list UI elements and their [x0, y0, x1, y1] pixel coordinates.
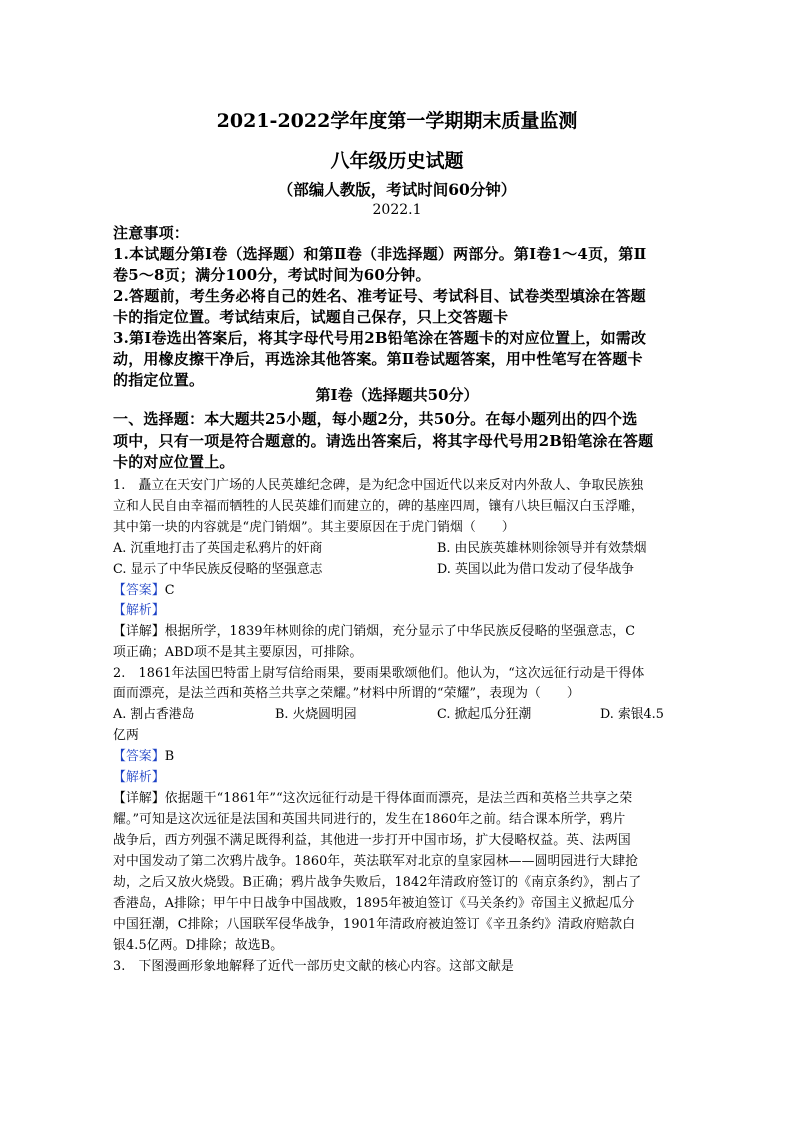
question-2-detail	[113, 787, 632, 806]
question-1-detail: 项正确；ABD项不是其主要原因，可排除。	[113, 645, 363, 660]
question-2-option-c: C. 掀起瓜分狂潮	[437, 707, 532, 722]
detail-tag: 【详解】	[113, 791, 165, 806]
answer-value: B	[164, 749, 175, 764]
notice-line: 的指定位置。	[113, 371, 205, 389]
notice-line: 1.本试题分第Ⅰ卷（选择题）和第Ⅱ卷（非选择题）两部分。第Ⅰ卷1～4页，第Ⅱ	[113, 245, 647, 263]
question-2-option-b: B. 火烧圆明园	[275, 707, 357, 722]
question-1-detail	[113, 620, 635, 639]
detail-tag: 【详解】	[113, 624, 165, 639]
detail-text: 依据题干“1861年”“这次远征行动是干得体面而漂亮，是法兰西和英格兰共享之荣	[164, 791, 633, 806]
notice-line: 2.答题前，考生务必将自己的姓名、准考证号、考试科目、试卷类型填涂在答题	[113, 287, 646, 305]
notice-line: 3.第Ⅰ卷选出答案后，将其字母代号用2B铅笔涂在答题卡的对应位置上，如需改	[113, 329, 647, 347]
section-title: 第Ⅰ卷（选择题共50分）	[315, 386, 479, 404]
question-2-answer	[113, 745, 174, 764]
notice-line: 卡的指定位置。考试结束后，试题自己保存，只上交答题卡	[113, 308, 509, 326]
answer-tag: 【答案】	[113, 583, 165, 598]
question-2-option-d-wrap: 亿两	[113, 728, 139, 743]
question-1-option-b: B. 由民族英雄林则徐领导并有效禁烟	[437, 541, 647, 556]
question-2-detail: 对中国发动了第二次鸦片战争。1860年，英法联军对北京的皇家园林——圆明园进行大肆抢	[113, 854, 639, 869]
question-2-detail: 银4.5亿两。D排除；故选B。	[113, 938, 284, 953]
question-2-stem: 2. 1861年法国巴特雷上尉写信给雨果，要雨果歌颂他们。他认为，“这次远征行动是干得体	[113, 666, 645, 681]
question-1-answer	[113, 579, 175, 598]
question-1-option-d: D. 英国以此为借口发动了侵华战争	[437, 562, 635, 577]
question-1-analysis-tag: 【解析】	[113, 603, 165, 618]
notice-heading: 注意事项：	[113, 224, 190, 242]
exam-subtitle: 八年级历史试题	[330, 150, 464, 172]
section-instruction: 卡的对应位置上。	[113, 453, 235, 471]
question-2-detail: 战争后，西方列强不满足既得利益，其他进一步打开中国市场，扩大侵略权益。英、法两国	[113, 833, 631, 848]
question-2-stem: 面而漂亮，是法兰西和英格兰共享之荣耀。”材料中所谓的“荣耀”，表现为（ ）	[113, 686, 580, 701]
question-1-option-c: C. 显示了中华民族反侵略的坚强意志	[113, 562, 323, 577]
answer-tag: 【答案】	[113, 749, 165, 764]
section-instruction: 项中，只有一项是符合题意的。请选出答案后，将其字母代号用2B铅笔涂在答题	[113, 432, 654, 450]
section-instruction: 一、选择题：本大题共25小题，每小题2分，共50分。在每小题列出的四个选	[113, 410, 638, 428]
exam-title: 2021-2022学年度第一学期期末质量监测	[216, 110, 578, 132]
question-1-stem: 1. 矗立在天安门广场的人民英雄纪念碑，是为纪念中国近代以来反对内外敌人、争取民族独	[113, 478, 644, 493]
exam-date: 2022.1	[372, 202, 422, 218]
question-2-detail: 劫，之后又放火烧毁。B正确；鸦片战争失败后，1842年清政府签订的《南京条约》，割占了	[113, 875, 642, 890]
question-2-option-d: D. 索银4.5	[600, 707, 664, 722]
question-2-option-a: A. 割占香港岛	[113, 707, 195, 722]
notice-line: 卷5～8页；满分100分，考试时间为60分钟。	[113, 266, 431, 284]
answer-value: C	[164, 583, 175, 598]
question-1-option-a: A. 沉重地打击了英国走私鸦片的奸商	[113, 541, 323, 556]
question-2-analysis-tag: 【解析】	[113, 770, 165, 785]
question-2-detail: 香港岛，A排除；甲午中日战争中国战败，1895年被迫签订《马关条约》帝国主义掀起瓜分	[113, 896, 635, 911]
question-3-stem: 3. 下图漫画形象地解释了近代一部历史文献的核心内容。这部文献是	[113, 959, 514, 974]
detail-text: 根据所学，1839年林则徐的虎门销烟，充分显示了中华民族反侵略的坚强意志，C	[164, 624, 636, 639]
question-2-detail: 中国狂潮，C排除；八国联军侵华战争，1901年清政府被迫签订《辛丑条约》清政府赔款白	[113, 917, 636, 932]
question-2-detail: 耀。”可知是这次远征是法国和英国共同进行的，发生在1860年之前。结合课本所学，鸦片	[113, 812, 626, 827]
question-1-stem: 立和人民自由幸福而牺牲的人民英雄们而建立的，碑的基座四周，镶有八块巨幅汉白玉浮雕，	[113, 499, 644, 514]
exam-edition: （部编人教版，考试时间60分钟）	[277, 180, 517, 199]
notice-line: 动，用橡皮擦干净后，再选涂其他答案。第Ⅱ卷试题答案，用中性笔写在答题卡	[113, 350, 643, 368]
question-1-stem: 其中第一块的内容就是“虎门销烟”。其主要原因在于虎门销烟（ ）	[113, 520, 515, 535]
